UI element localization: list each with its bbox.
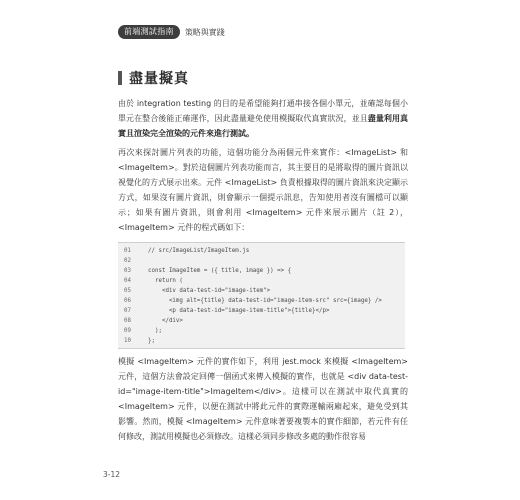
line-number: 02 (124, 258, 131, 264)
line-number: 10 (124, 338, 131, 344)
heading-bar-marker (118, 71, 122, 85)
code-text: </div> (148, 318, 183, 324)
section-title: 盡量擬真 (129, 71, 189, 87)
line-number: 07 (124, 308, 131, 314)
code-text: // src/ImageList/ImageItem.js (148, 248, 250, 254)
code-text: return ( (148, 278, 183, 284)
code-line (118, 296, 405, 306)
code-line (118, 246, 405, 256)
code-line (118, 326, 405, 336)
code-line (118, 306, 405, 316)
line-number: 03 (124, 268, 131, 274)
line-number: 05 (124, 288, 131, 294)
running-header (118, 24, 225, 40)
code-line (118, 336, 405, 346)
line-number: 09 (124, 328, 131, 334)
code-line (118, 316, 405, 326)
paragraph-3: 模擬 <ImageItem> 元件的實作如下，利用 jest.mock 來模擬 <ImageItem> 元件，這個方法會設定回傳一個函式來傳入模擬的實作，也就是 <div data-test-id="image-item-title">ImageItem</div>。這樣可以在測試中取代真實的 <ImageItem> 元件，以便在測試中將此元件的實際運輸兩廂起來，避免受到其影響。然而，模擬 <ImageItem> 元件意味著要複製本的實作細節，若元件有任何修改，測試用模擬也必須修改。這樣必須同步修改多處的動作很容易 (118, 357, 408, 441)
book-title-badge: 前端測試指南 (118, 25, 180, 39)
line-number: 01 (124, 248, 131, 254)
code-text: const ImageItem = ({ title, image }) => { (148, 268, 292, 274)
page-number: 3-12 (103, 470, 121, 479)
line-number: 06 (124, 298, 131, 304)
code-text: <p data-test-id="image-item-title">{title}</p> (148, 308, 330, 314)
paragraph-1-bold: 盡量利用真實且渲染完全渲染的元件來進行測試。 (118, 114, 409, 138)
line-number: 04 (124, 278, 131, 284)
code-text: ); (148, 328, 162, 334)
code-line (118, 286, 405, 296)
code-listing (118, 242, 405, 349)
section-heading (118, 68, 189, 88)
line-number: 08 (124, 318, 131, 324)
code-line (118, 276, 405, 286)
paragraph-2: 再次來探討圖片列表的功能，這個功能分為兩個元件來實作：<ImageList> 和 <ImageItem>。對於這個圖片列表功能而言，其主要目的是將取得的圖片資訊以視覺化的方式展示出來。元件 <ImageList> 負責根據取得的圖片資訊來決定顯示方式，如果沒有圖片資訊，則會顯示一個提示訊息，告知使用者沒有圖檔可以顯示；如果有圖片資訊，則會利用 <ImageItem> 元件來展示圖片（註 2），<ImageItem> 元件的程式碼如下： (118, 148, 408, 232)
section-label: 策略與實踐 (184, 27, 225, 37)
paragraph-1 (118, 96, 408, 141)
code-text: }; (148, 338, 155, 344)
code-line (118, 256, 405, 266)
code-line (118, 266, 405, 276)
code-text: <img alt={title} data-test-id="image-item-src" src={image} /> (148, 298, 382, 304)
paragraph-image-list (118, 145, 408, 245)
code-text: <div data-test-id="image-item"> (148, 288, 271, 294)
paragraph-intro (118, 96, 408, 151)
paragraph-1-text: 由於 integration testing 的目的是希望能夠打通串接各個小單元，並確認每個小單元在整合後能正確運作，因此盡量避免使用模擬取代真實狀況，並且 (118, 99, 408, 123)
paragraph-mock (118, 354, 408, 454)
